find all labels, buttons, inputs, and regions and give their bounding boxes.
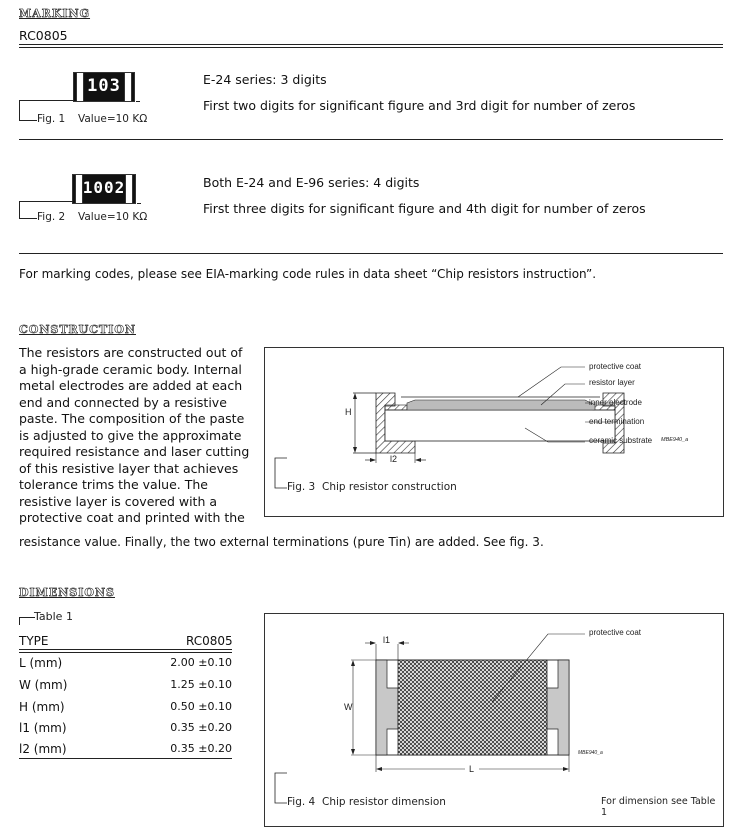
dim-h-label: H	[345, 407, 352, 417]
construction-paragraph: The resistors are constructed out of a high-grade ceramic body. Internal metal electrodes are added at each end and connected by a resistive paste. The composition of the paste is adjusted to give the approximate required resistance and laser cutting of this resistive layer that achieves tolerance trims the value. The resistive layer is covered with a protective coat and printed with the	[19, 345, 250, 525]
table-header-type: TYPE	[19, 634, 49, 648]
table-row	[19, 699, 232, 716]
table-row	[19, 677, 232, 694]
construction-paragraph-tail: resistance value. Finally, the two external terminations (pure Tin) are added. See fig. 3.	[19, 535, 544, 549]
dim-l1-label: l1	[383, 635, 391, 645]
row-value: 2.00 ±0.10	[170, 656, 232, 669]
row-value: 1.25 ±0.10	[170, 678, 232, 691]
fig3-caption-text: Chip resistor construction	[322, 481, 457, 493]
row-param: H (mm)	[19, 700, 65, 714]
fig3-caption-num: Fig. 3	[287, 481, 316, 493]
marking-rule	[19, 44, 723, 48]
dim-l-label: L	[469, 764, 475, 774]
fig2-line1: Both E-24 and E-96 series: 4 digits	[203, 175, 420, 190]
divider	[19, 139, 723, 140]
chip-marking-1002: 1002	[72, 174, 136, 204]
row-value: 0.35 ±0.20	[170, 721, 232, 734]
divider	[19, 253, 723, 254]
fig4-note: For dimension see Table 1	[601, 796, 716, 818]
diagram-code: MBE940_a	[578, 750, 603, 756]
chip-lead-mark	[136, 101, 140, 102]
label-resistor-layer: resistor layer	[589, 378, 635, 387]
table-header-model: RC0805	[186, 634, 233, 648]
table-row	[19, 720, 232, 737]
dim-w-label: W	[344, 702, 353, 712]
fig4-caption-num: Fig. 4	[287, 796, 316, 808]
table-row	[19, 741, 232, 758]
fig1-line2: First two digits for significant figure and 3rd digit for number of zeros	[203, 98, 636, 113]
marking-subheading: RC0805	[19, 28, 68, 43]
table-bottom-rule	[19, 758, 232, 759]
chip-marking-103: 103	[73, 72, 135, 102]
fig1-line1: E-24 series: 3 digits	[203, 72, 327, 87]
label-inner-electrode: inner electrode	[589, 398, 642, 407]
diagram-code: MBE940_a	[661, 437, 689, 443]
row-value: 0.35 ±0.20	[170, 742, 232, 755]
fig1-caption: Fig. 1	[37, 113, 66, 125]
label-ceramic-substrate: ceramic substrate	[589, 436, 653, 445]
row-value: 0.50 ±0.10	[170, 700, 232, 713]
fig3-frame	[264, 347, 724, 517]
label-protective-coat: protective coat	[589, 362, 642, 371]
fig2-caption: Fig. 2	[37, 211, 66, 223]
fig1-value: Value=10 KΩ	[78, 113, 148, 125]
row-param: L (mm)	[19, 656, 63, 670]
label-protective-coat: protective coat	[589, 628, 642, 637]
table-row	[19, 655, 232, 672]
fig4-caption-text: Chip resistor dimension	[322, 796, 446, 808]
table-header-rule	[19, 649, 232, 653]
construction-heading: CONSTRUCTION	[19, 323, 136, 336]
row-param: l2 (mm)	[19, 742, 67, 756]
dimensions-heading: DIMENSIONS	[19, 586, 115, 599]
table-label-bracket	[19, 617, 35, 625]
label-end-termination: end termination	[589, 417, 645, 426]
fig2-value: Value=10 KΩ	[78, 211, 148, 223]
fig4-frame	[264, 613, 724, 827]
fig2-line2: First three digits for significant figure and 4th digit for number of zeros	[203, 201, 646, 216]
table-label: Table 1	[34, 610, 73, 623]
dim-l2-label: l2	[390, 454, 398, 464]
chip-dimension-diagram	[265, 614, 723, 826]
marking-heading: MARKING	[19, 7, 91, 20]
row-param: l1 (mm)	[19, 721, 67, 735]
marking-note: For marking codes, please see EIA-marking code rules in data sheet “Chip resistors instruction”.	[19, 267, 597, 281]
row-param: W (mm)	[19, 678, 68, 692]
